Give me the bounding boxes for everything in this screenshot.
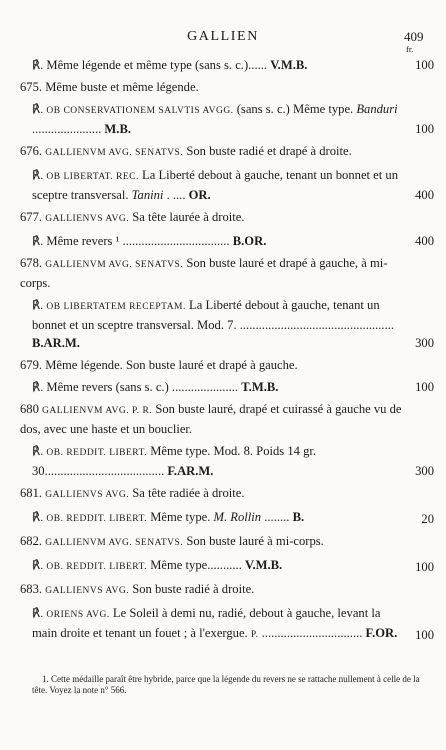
rarity-grade: B. (292, 510, 305, 524)
entry-text: Le Soleil à demi nu, radié, debout à gauche, levant la main droite et tenant un fouet ; à l'exergue. (32, 606, 381, 640)
coin-legend: GALLIENVM AVG. P. R. (42, 406, 153, 416)
price-value: 400 (415, 188, 434, 202)
entry-text: Son buste lauré, drapé et cuirassé à gauche vu de dos, avec une haste et un bouclier. (20, 402, 402, 436)
reverse-entry (20, 508, 434, 528)
reverse-entry (20, 166, 434, 204)
coin-legend: GALLIENVS AVG. (45, 490, 130, 500)
rarity-grade: F.OR. (365, 626, 398, 640)
price-value: 300 (415, 336, 434, 350)
price-value: 100 (415, 560, 434, 574)
reverse-mark: ℟. (32, 168, 44, 182)
price-value: 20 (421, 512, 434, 526)
entry-text: Même type........... (150, 558, 242, 572)
reverse-mark: ℟. (32, 510, 44, 524)
exergue-letter: P. (250, 630, 259, 640)
coin-legend: OB. REDDIT. LIBERT. (46, 448, 148, 458)
reverse-entry (20, 442, 434, 480)
coin-legend: GALLIENVS AVG. (45, 586, 130, 596)
dot-leader: ........ (264, 510, 290, 524)
entry-number: 680 (20, 402, 39, 416)
price-unit: fr. (406, 44, 414, 54)
entry-number: 679. (20, 358, 43, 372)
reverse-entry (20, 100, 434, 138)
dot-leader: ................................................. (239, 318, 395, 332)
reverse-mark: ℟. (32, 298, 44, 312)
catalogue-entries (20, 56, 434, 644)
entry-text: Même légende. Son buste lauré et drapé à gauche. (45, 358, 298, 372)
coin-legend: OB CONSERVATIONEM SALVTIS AVGG. (46, 106, 234, 116)
entry-text: Sa tête laurée à droite. (132, 210, 245, 224)
entry-number: 676. (20, 144, 43, 158)
catalogue-entry (20, 400, 434, 438)
catalogue-entry (20, 484, 434, 504)
price-value: 100 (415, 628, 434, 642)
entry-text: La Liberté debout à gauche, tenant un bonnet et un sceptre transversal. Mod. 7. (32, 298, 380, 332)
entry-number: 678. (20, 256, 43, 270)
entry-text: Même type. (150, 510, 211, 524)
reverse-mark: ℟. (32, 234, 44, 248)
rarity-grade: OR. (188, 188, 211, 202)
coin-legend: OB. REDDIT. LIBERT. (46, 562, 148, 572)
page-title: GALLIEN (187, 29, 259, 44)
rarity-grade: T.M.B. (241, 380, 279, 394)
dot-leader: ...................... (32, 122, 102, 136)
catalogue-entry (20, 356, 434, 374)
coin-legend: OB LIBERTAT. REC. (46, 172, 139, 182)
entry-text: Son buste radié et drapé à droite. (186, 144, 352, 158)
reverse-entry (20, 556, 434, 576)
entry-text: Même revers ¹ .................................. (46, 234, 230, 248)
dot-leader: ................................ (261, 626, 363, 640)
entry-number: 682. (20, 534, 43, 548)
coin-legend: GALLIENVM AVG. SENATVS. (45, 538, 184, 548)
catalogue-entry (20, 580, 434, 600)
reverse-mark: ℟. (32, 58, 44, 72)
page-number: 409 (404, 29, 424, 44)
footnote: 1. Cette médaille paraît être hybride, parce que la légende du revers ne se rattache nullement à celle de la tête. Voyez la note n° 566. (32, 674, 420, 695)
coin-legend: OB. REDDIT. LIBERT. (46, 514, 148, 524)
entry-text: Même légende et même type (sans s. c.)...... (46, 58, 268, 72)
reference-author: Banduri (356, 102, 398, 116)
coin-legend: GALLIENVM AVG. SENATVS. (45, 148, 184, 158)
reverse-mark: ℟. (32, 558, 44, 572)
reference-author: Tanini (131, 188, 164, 202)
coin-legend: GALLIENVS AVG. (45, 214, 130, 224)
price-value: 400 (415, 234, 434, 248)
reverse-entry (20, 56, 434, 74)
reverse-entry (20, 296, 434, 352)
dot-leader: . .... (166, 188, 186, 202)
reference-author: M. Rollin (213, 510, 262, 524)
price-value: 100 (415, 122, 434, 136)
catalogue-entry (20, 532, 434, 552)
price-value: 100 (415, 380, 434, 394)
coin-legend: GALLIENVM AVG. SENATVS. (45, 260, 184, 270)
entry-number: 675. (20, 80, 43, 94)
reverse-entry (20, 378, 434, 396)
rarity-grade: B.AR.M. (32, 336, 80, 350)
rarity-grade: V.M.B. (245, 558, 283, 572)
rarity-grade: M.B. (104, 122, 132, 136)
reverse-mark: ℟. (32, 380, 44, 394)
price-value: 100 (415, 58, 434, 72)
entry-text: Même buste et même légende. (45, 80, 199, 94)
rarity-grade: F.AR.M. (167, 464, 214, 478)
catalogue-entry (20, 78, 434, 96)
entry-number: 683. (20, 582, 43, 596)
rarity-grade: B.OR. (232, 234, 267, 248)
reverse-mark: ℟. (32, 102, 44, 116)
rarity-grade: V.M.B. (270, 58, 308, 72)
entry-text: Son buste lauré et drapé à gauche, à mi-corps. (20, 256, 388, 290)
reverse-entry (20, 232, 434, 250)
price-value: 300 (415, 464, 434, 478)
entry-number: 677. (20, 210, 43, 224)
reverse-mark: ℟. (32, 444, 44, 458)
reverse-entry (20, 604, 434, 644)
entry-text: Même revers (sans s. c.) ..................... (46, 380, 239, 394)
coin-legend: OB LIBERTATEM RECEPTAM. (46, 302, 186, 312)
catalogue-entry (20, 208, 434, 228)
entry-text: Son buste lauré à mi-corps. (186, 534, 324, 548)
entry-text: La Liberté debout à gauche, tenant un bonnet et un sceptre transversal. (32, 168, 399, 202)
catalogue-entry (20, 254, 434, 292)
entry-text: (sans s. c.) Même type. (236, 102, 354, 116)
reverse-mark: ℟. (32, 606, 44, 620)
entry-text: Son buste radié à droite. (132, 582, 255, 596)
entry-text: Même type. Mod. 8. Poids 14 gr. 30...................................... (32, 444, 317, 478)
coin-legend: ORIENS AVG. (46, 610, 110, 620)
catalogue-entry (20, 142, 434, 162)
entry-text: Sa tête radiée à droite. (132, 486, 245, 500)
entry-number: 681. (20, 486, 43, 500)
